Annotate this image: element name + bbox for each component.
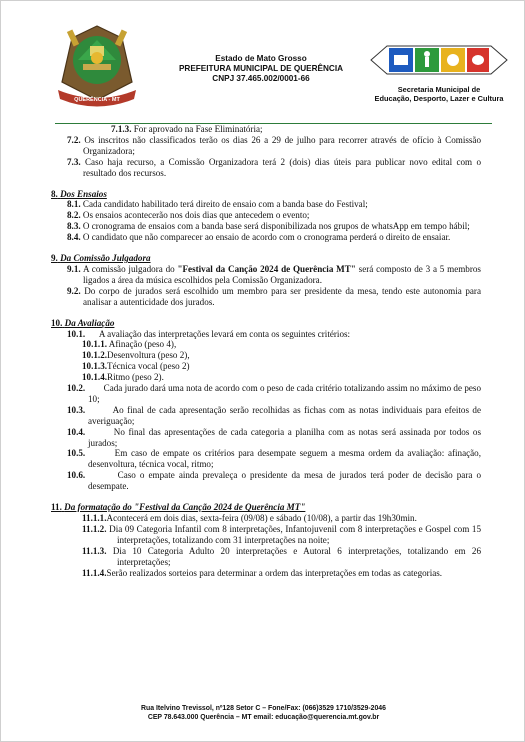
item-8-3: 8.3. O cronograma de ensaios com a banda base será disponibilizada nos grupos de whatsApp em tempo hábil; xyxy=(67,221,470,232)
item-11-1-3: 11.1.3. Dia 10 Categoria Adulto 20 interpretações e Autoral 6 interpretações, totalizando em 26 interpretações; xyxy=(82,545,481,567)
item-10-1-1: 10.1.1. Afinação (peso 4), xyxy=(82,339,177,350)
item-7-3: 7.3. Caso haja recurso, a Comissão Organizadora terá 2 (dois) dias úteis para publicar novo edital com o resultado dos recursos. xyxy=(67,156,481,178)
item-10-1-3: 10.1.3.Técnica vocal (peso 2) xyxy=(82,361,190,372)
section-11-title: 11. Da formatação do "Festival da Canção 2024 de Querência MT" xyxy=(51,502,306,513)
secretaria-logo-icon xyxy=(369,38,509,82)
item-7-1-3: 7.1.3. For aprovado na Fase Eliminatória; xyxy=(111,124,263,134)
page-footer xyxy=(1,704,525,722)
item-8-1: 8.1. Cada candidato habilitado terá direito de ensaio com a banda base do Festival; xyxy=(67,199,368,210)
item-11-1-2: 11.1.2. Dia 09 Categoria Infantil com 8 interpretações, Infantojuvenil com 8 interpretações e Gospel com 15 interpretações, totalizando com 31 interpretações na noite; xyxy=(82,523,481,545)
footer-address: Rua Itelvino Trevissol, nº128 Setor C – Fone/Fax: (066)3529 1710/3529-2046 xyxy=(141,705,386,712)
item-10-1: 10.1. A avaliação das interpretações levará em conta os seguintes critérios: xyxy=(67,328,351,339)
item-10-6: 10.6. Caso o empate ainda prevaleça o presidente da mesa de jurados terá poder de decisão para o desempate. xyxy=(67,470,482,492)
item-10-1-2: 10.1.2.Desenvoltura (peso 2), xyxy=(82,350,190,361)
item-8-4: 8.4. O candidato que não comparecer ao ensaio de acordo com o cronograma perderá o direito de ensaiar. xyxy=(67,232,451,243)
item-10-5: 10.5. Em caso de empate os critérios para desempate seguem a mesma ordem da avaliação: afinação, desenvoltura, técnica vocal, ritmo; xyxy=(67,448,482,470)
item-10-4: 10.4. No final das apresentações de cada categoria a planilha com as notas será assinada por todos os jurados; xyxy=(67,426,481,448)
item-10-2: 10.2. Cada jurado dará uma nota de acordo com o peso de cada critério totalizando assim no máximo de peso 10; xyxy=(67,383,481,404)
section-8-title: 8. Dos Ensaios xyxy=(51,188,107,199)
secretaria-name: Secretaria Municipal de Educação, Desporto, Lazer e Cultura xyxy=(374,85,504,103)
seal-label: QUERÊNCIA - MT xyxy=(74,97,120,103)
footer-contact: CEP 78.643.000 Querência – MT email: educação@querencia.mt.gov.br xyxy=(147,714,380,721)
document-body xyxy=(51,119,481,578)
section-9-title: 9. Da Comissão Julgadora xyxy=(51,253,151,264)
item-7-2: 7.2. Os inscritos não classificados terão os dias 26 a 29 de julho para recorrer através de ofício à Comissão Organizadora; xyxy=(67,134,482,156)
item-9-1: 9.1. A comissão julgadora do "Festival da Canção 2024 de Querência MT" será composto de 3 a 5 membros ligados a área da música escolhidos pela Comissão Organizadora. xyxy=(67,263,481,285)
item-10-3: 10.3. Ao final de cada apresentação serão recolhidas as fichas com as notas individuais para efeitos de averiguação; xyxy=(67,404,482,426)
item-8-2: 8.2. Os ensaios acontecerão nos dois dias que antecedem o evento; xyxy=(67,210,310,221)
item-11-1-1: 11.1.1.Acontecerá em dois dias, sexta-feira (09/08) e sábado (10/08), a partir das 19h30min. xyxy=(82,513,417,523)
municipal-seal-icon xyxy=(48,20,146,108)
prefecture-name: PREFEITURA MUNICIPAL DE QUERÊNCIA xyxy=(178,64,344,73)
state-name: Estado de Mato Grosso xyxy=(215,54,307,63)
item-9-2: 9.2. Do corpo de jurados será escolhido um membro para ser presidente da mesa, tendo este autonomia para analisar a autenticidade dos jurados. xyxy=(67,285,481,307)
item-11-1-4: 11.1.4.Serão realizados sorteios para determinar a ordem das interpretações em todas as categorias. xyxy=(82,567,443,578)
cnpj-number: CNPJ 37.465.002/0001-66 xyxy=(212,74,310,83)
section-10-title: 10. Da Avaliação xyxy=(51,317,115,328)
item-10-1-4: 10.1.4.Ritmo (peso 2). xyxy=(82,372,164,383)
header-title-block xyxy=(141,54,381,84)
